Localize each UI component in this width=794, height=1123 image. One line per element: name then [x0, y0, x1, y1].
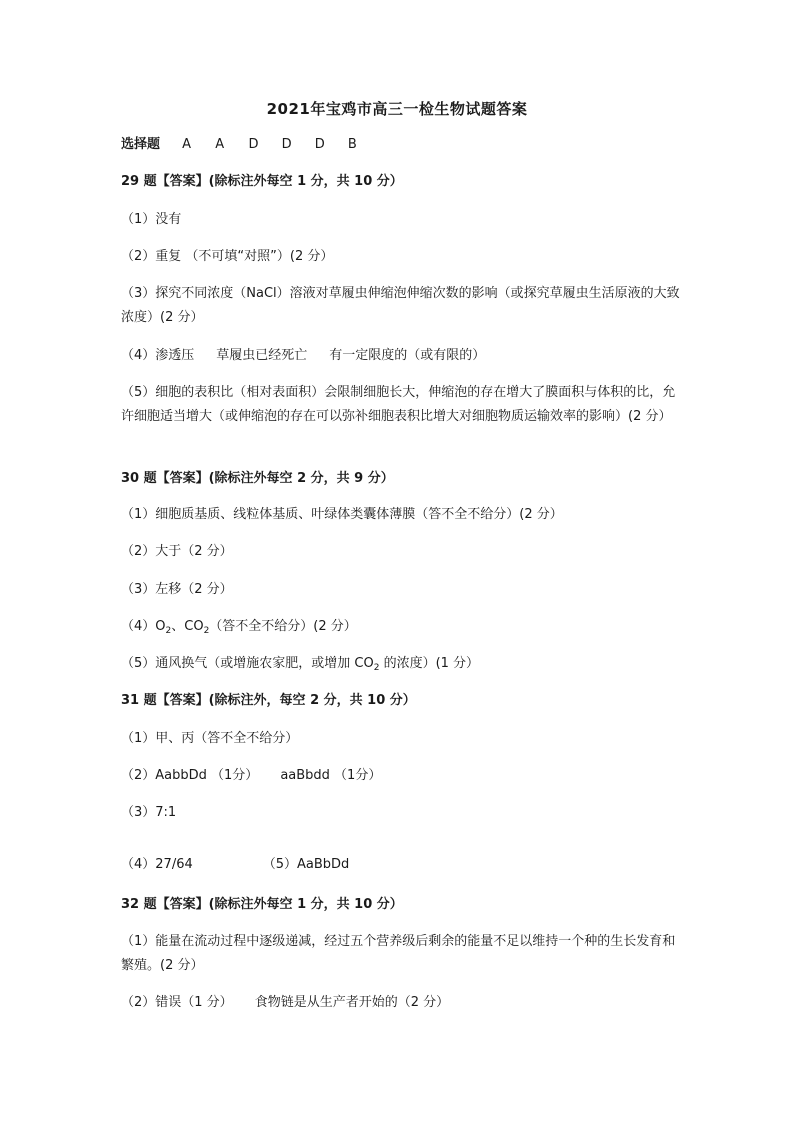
q32-answer-2-part2: 食物链是从生产者开始的（2 分） [254, 995, 450, 1010]
q30-answer-4-text: （4）O [121, 619, 166, 634]
q31-answer-1: （1）甲、丙（答不全不给分） [121, 731, 299, 746]
q30-answer-4-text: （答不全不给分）(2 分） [209, 619, 357, 634]
q30-answer-5-text: 的浓度）(1 分） [379, 656, 480, 671]
subscript: 2 [165, 626, 172, 636]
q30-answer-5-text: （5）通风换气（或增施农家肥，或增加 CO [121, 656, 374, 671]
q31-answer-2-part2: aaBbdd （1分） [280, 768, 382, 783]
q31-answer-4-5 [121, 853, 681, 877]
q29-answer-1: （1）没有 [121, 212, 182, 227]
subscript: 2 [203, 626, 210, 636]
q31-answer-4: （4）27/64 [121, 857, 193, 872]
q30-answer-4 [121, 615, 681, 639]
choice-answers [121, 133, 681, 157]
q30-answer-3: （3）左移（2 分） [121, 582, 233, 597]
q29-answer-5: （5）细胞的表积比（相对表面积）会限制细胞长大，伸缩泡的存在增大了膜面积与体积的比，允许细胞适当增大（或伸缩泡的存在可以弥补细胞表积比增大对细胞物质运输效率的影响）(2 分） [121, 385, 676, 424]
q29-answer-4-part3: 有一定限度的（或有限的） [329, 348, 486, 363]
q29-answer-3: （3）探究不同浓度（NaCl）溶液对草履虫伸缩泡伸缩次数的影响（或探究草履虫生活原液的大致浓度）(2 分） [121, 286, 680, 325]
choice-answer: A [182, 137, 192, 152]
q31-answer-2 [121, 764, 681, 788]
choice-answer: D [281, 137, 292, 152]
q31-answer-3: （3）7:1 [121, 805, 177, 820]
q32-answer-1: （1）能量在流动过程中逐级递减，经过五个营养级后剩余的能量不足以维持一个种的生长发育和繁殖。(2 分） [121, 934, 676, 973]
q32-answer-2-part1: （2）错误（1 分） [121, 995, 233, 1010]
choice-answer: A [215, 137, 225, 152]
q30-answer-5 [121, 652, 681, 676]
q32-heading: 32 题【答案】(除标注外每空 1 分，共 10 分） [121, 897, 403, 912]
q30-heading: 30 题【答案】(除标注外每空 2 分，共 9 分） [121, 471, 394, 486]
q29-answer-2: （2）重复 （不可填“对照”）(2 分） [121, 249, 334, 264]
q29-answer-4-part2: 草履虫已经死亡 [216, 348, 308, 363]
q30-answer-2: （2）大于（2 分） [121, 544, 233, 559]
q29-answer-4-part1: （4）渗透压 [121, 348, 195, 363]
q31-answer-2-part1: （2）AabbDd （1分） [121, 768, 259, 783]
q31-answer-5: （5）AaBbDd [262, 857, 350, 872]
q30-answer-1: （1）细胞质基质、线粒体基质、叶绿体类囊体薄膜（答不全不给分）(2 分） [121, 507, 563, 522]
page-title: 2021年宝鸡市高三一检生物试题答案 [266, 100, 528, 118]
choice-answer: D [248, 137, 259, 152]
q29-answer-4 [121, 344, 681, 368]
choice-label: 选择题 [121, 137, 161, 152]
subscript: 2 [373, 663, 380, 673]
q30-answer-4-text: 、CO [171, 619, 204, 634]
q32-answer-2 [121, 991, 681, 1015]
choice-answer: B [347, 137, 357, 152]
q31-heading: 31 题【答案】(除标注外，每空 2 分，共 10 分） [121, 693, 416, 708]
choice-answer: D [314, 137, 325, 152]
q29-heading: 29 题【答案】(除标注外每空 1 分，共 10 分） [121, 174, 403, 189]
